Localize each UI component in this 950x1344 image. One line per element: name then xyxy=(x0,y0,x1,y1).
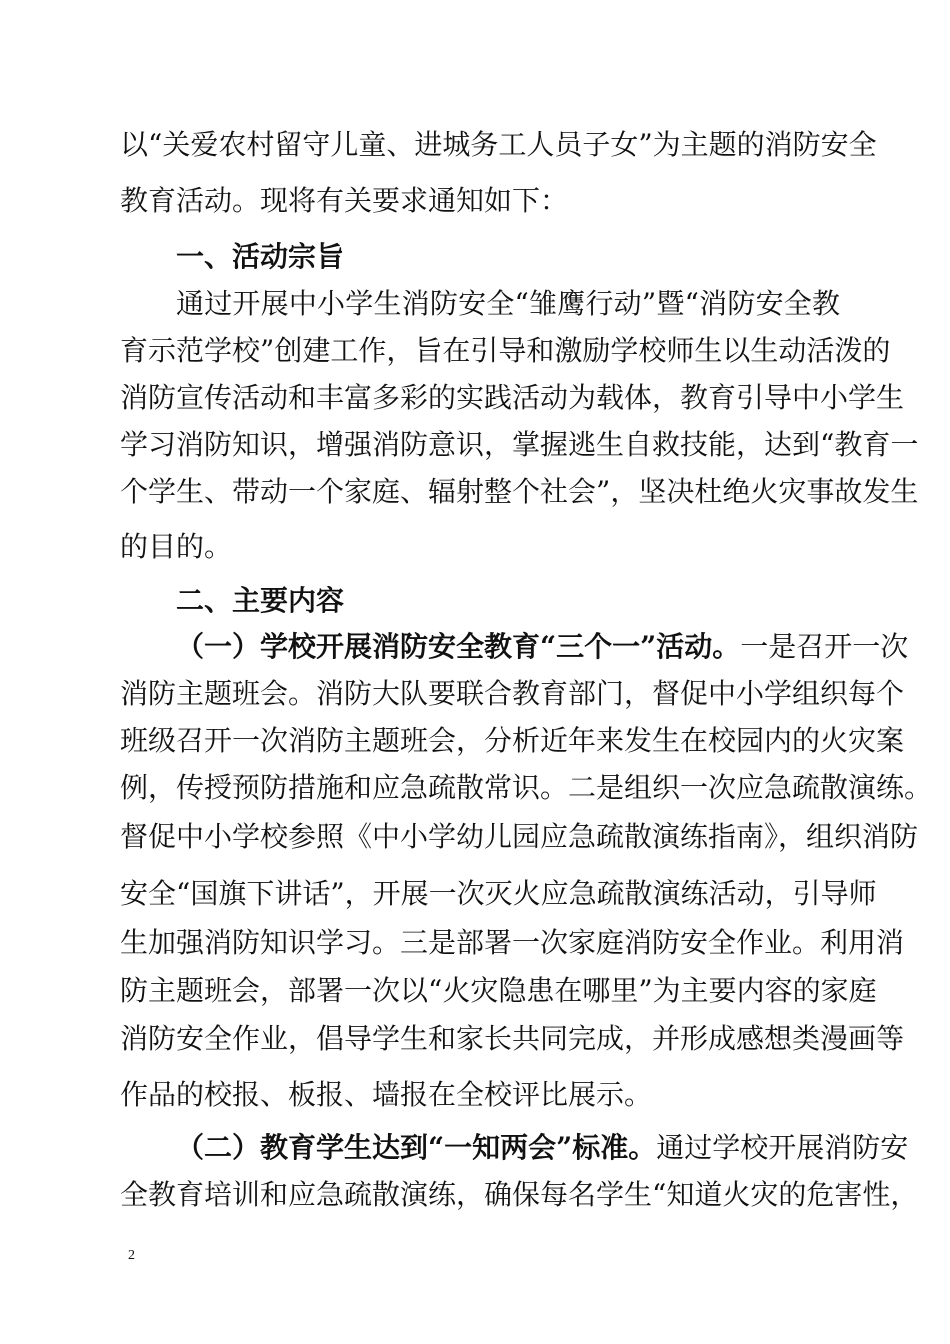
page-number: 2 xyxy=(128,1248,135,1263)
body-text-line: 例，传授预防措施和应急疏散常识。二是组织一次应急疏散演练。 xyxy=(120,771,933,804)
body-text-line: 班级召开一次消防主题班会，分析近年来发生在校园内的火灾案 xyxy=(120,724,905,757)
body-text-line: 消防安全作业，倡导学生和家长共同完成，并形成感想类漫画等 xyxy=(120,1022,905,1055)
subheading-line xyxy=(176,627,909,667)
body-text-line: 育示范学校”创建工作，旨在引导和激励学校师生以生动活泼的 xyxy=(120,334,891,367)
body-text-line: 消防主题班会。消防大队要联合教育部门，督促中小学组织每个 xyxy=(120,677,905,710)
subheading-bold: （二）教育学生达到“一知两会”标准。 xyxy=(176,1131,657,1164)
subheading-line xyxy=(176,1128,909,1168)
body-text-line: 学习消防知识，增强消防意识，掌握逃生自救技能，达到“教育一 xyxy=(120,428,919,461)
subheading-bold: （一）学校开展消防安全教育“三个一”活动。 xyxy=(176,630,741,663)
subheading-rest: 一是召开一次 xyxy=(740,630,909,663)
body-text-line: 以“关爱农村留守儿童、进城务工人员子女”为主题的消防安全 xyxy=(120,128,877,161)
body-text-line: 作品的校报、板报、墙报在全校评比展示。 xyxy=(120,1078,653,1111)
section-heading: 一、活动宗旨 xyxy=(176,240,345,273)
section-heading: 二、主要内容 xyxy=(176,584,345,617)
body-text-line: 防主题班会，部署一次以“火灾隐患在哪里”为主要内容的家庭 xyxy=(120,974,877,1007)
body-text-line: 生加强消防知识学习。三是部署一次家庭消防安全作业。利用消 xyxy=(120,926,905,959)
body-text-line: 的目的。 xyxy=(120,530,233,563)
subheading-rest: 通过学校开展消防安 xyxy=(656,1131,909,1164)
body-text-line: 通过开展中小学生消防安全“雏鹰行动”暨“消防安全教 xyxy=(176,287,840,320)
body-text-line: 安全“国旗下讲话”，开展一次灭火应急疏散演练活动，引导师 xyxy=(120,877,877,910)
body-text-line: 消防宣传活动和丰富多彩的实践活动为载体，教育引导中小学生 xyxy=(120,381,905,414)
body-text-line: 个学生、带动一个家庭、辐射整个社会”，坚决杜绝火灾事故发生 xyxy=(120,475,919,508)
body-text-line: 全教育培训和应急疏散演练，确保每名学生“知道火灾的危害性， xyxy=(120,1178,919,1211)
body-text-line: 督促中小学校参照《中小学幼儿园应急疏散演练指南》，组织消防 xyxy=(120,820,919,853)
body-text-line: 教育活动。现将有关要求通知如下： xyxy=(120,184,569,217)
